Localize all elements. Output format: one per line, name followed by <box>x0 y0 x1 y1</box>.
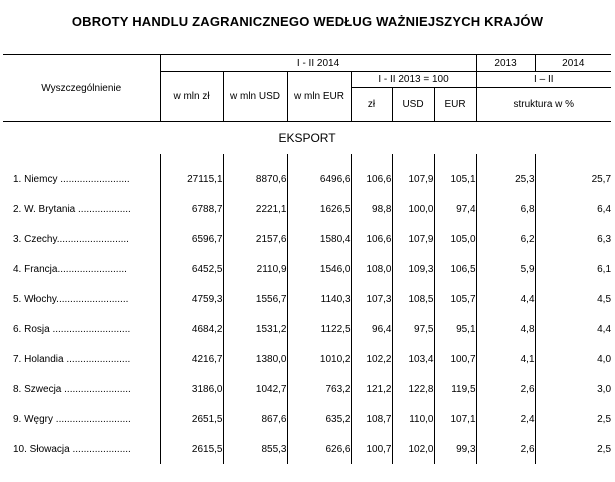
country-name: 9. Węgry ........................... <box>3 404 160 434</box>
cell-idx-pln: 108,7 <box>351 404 392 434</box>
cell-idx-pln: 108,0 <box>351 254 392 284</box>
cell-idx-usd: 109,3 <box>392 254 434 284</box>
cell-s2014: 25,7 <box>591 173 612 185</box>
country-name: 4. Francja......................... <box>3 254 160 284</box>
cell-s2013: 4,4 <box>476 284 535 314</box>
cell-idx-eur: 99,3 <box>434 434 476 464</box>
cell-eur: 1626,5 <box>287 194 351 224</box>
header-col-idx-usd: USD <box>392 88 434 122</box>
cell-pln: 6788,7 <box>160 194 223 224</box>
cell-idx-usd: 107,9 <box>392 164 434 194</box>
cell-idx-eur: 105,7 <box>434 284 476 314</box>
table-row <box>3 344 611 374</box>
cell-idx-usd: 122,8 <box>392 374 434 404</box>
cell-s2013: 6,2 <box>476 224 535 254</box>
cell-idx-eur: 100,7 <box>434 344 476 374</box>
cell-eur: 6496,6 <box>287 164 351 194</box>
cell-s2013: 5,9 <box>476 254 535 284</box>
country-name: 10. Słowacja ..................... <box>3 434 160 464</box>
table-body <box>3 164 611 464</box>
cell-idx-eur: 105,1 <box>434 164 476 194</box>
cell-usd: 8870,6 <box>223 164 287 194</box>
cell-idx-eur: 107,1 <box>434 404 476 434</box>
cell-eur: 1546,0 <box>287 254 351 284</box>
document-title: OBROTY HANDLU ZAGRANICZNEGO WEDŁUG WAŻNIEJSZYCH KRAJÓW <box>71 14 544 29</box>
country-name: 2. W. Brytania ................... <box>3 194 160 224</box>
cell-idx-pln: 96,4 <box>351 314 392 344</box>
cell-idx-usd: 97,5 <box>392 314 434 344</box>
country-name: 1. Niemcy ......................... <box>3 164 160 194</box>
cell-pln: 6452,5 <box>160 254 223 284</box>
cell-s2014: 6,3 <box>597 233 612 245</box>
country-name: 8. Szwecja ........................ <box>3 374 160 404</box>
header-col-eur: w mln EUR <box>287 72 351 122</box>
cell-idx-usd: 107,9 <box>392 224 434 254</box>
cell-idx-pln: 100,7 <box>351 434 392 464</box>
cell-eur: 1580,4 <box>287 224 351 254</box>
cell-idx-usd: 110,0 <box>392 404 434 434</box>
table-row <box>3 254 611 284</box>
section-title: EKSPORT <box>3 122 611 155</box>
cell-eur: 1122,5 <box>287 314 351 344</box>
cell-s2013: 2,4 <box>476 404 535 434</box>
table-row <box>3 314 611 344</box>
cell-idx-eur: 119,5 <box>434 374 476 404</box>
country-name: 5. Włochy.......................... <box>3 284 160 314</box>
cell-idx-usd: 103,4 <box>392 344 434 374</box>
cell-eur: 1140,3 <box>287 284 351 314</box>
cell-s2014: 6,1 <box>597 263 612 275</box>
cell-idx-pln: 98,8 <box>351 194 392 224</box>
cell-usd: 1042,7 <box>223 374 287 404</box>
cell-pln: 2615,5 <box>160 434 223 464</box>
cell-s2014: 2,5 <box>597 443 612 455</box>
cell-s2014: 3,0 <box>597 383 612 395</box>
table-row <box>3 434 611 464</box>
country-name: 7. Holandia ....................... <box>3 344 160 374</box>
cell-eur: 1010,2 <box>287 344 351 374</box>
header-col-pln: w mln zł <box>160 72 223 122</box>
table-row <box>3 224 611 254</box>
cell-s2013: 4,1 <box>476 344 535 374</box>
header-period: I - II 2014 <box>160 55 476 72</box>
cell-usd: 2110,9 <box>223 254 287 284</box>
table-row <box>3 194 611 224</box>
table-row <box>3 284 611 314</box>
cell-pln: 4684,2 <box>160 314 223 344</box>
cell-s2014: 4,0 <box>597 353 612 365</box>
header-year-2013: 2013 <box>476 55 535 72</box>
cell-s2014: 6,4 <box>597 203 612 215</box>
cell-idx-pln: 121,2 <box>351 374 392 404</box>
cell-s2014: 4,4 <box>597 323 612 335</box>
cell-usd: 855,3 <box>223 434 287 464</box>
header-year-2014: 2014 <box>535 55 611 72</box>
header-col-idx-eur: EUR <box>434 88 476 122</box>
cell-idx-eur: 106,5 <box>434 254 476 284</box>
cell-s2013: 6,8 <box>476 194 535 224</box>
cell-idx-pln: 106,6 <box>351 164 392 194</box>
cell-usd: 1380,0 <box>223 344 287 374</box>
cell-pln: 2651,5 <box>160 404 223 434</box>
cell-idx-usd: 100,0 <box>392 194 434 224</box>
cell-idx-eur: 95,1 <box>434 314 476 344</box>
cell-s2013: 25,3 <box>476 164 535 194</box>
cell-pln: 6596,7 <box>160 224 223 254</box>
table-row <box>3 374 611 404</box>
cell-idx-usd: 108,5 <box>392 284 434 314</box>
header-index-label: I - II 2013 = 100 <box>351 72 476 88</box>
cell-idx-pln: 102,2 <box>351 344 392 374</box>
cell-pln: 27115,1 <box>160 164 223 194</box>
table-row <box>3 164 611 194</box>
cell-usd: 867,6 <box>223 404 287 434</box>
cell-pln: 4759,3 <box>160 284 223 314</box>
cell-usd: 2157,6 <box>223 224 287 254</box>
cell-usd: 2221,1 <box>223 194 287 224</box>
cell-s2014: 4,5 <box>597 293 612 305</box>
cell-pln: 3186,0 <box>160 374 223 404</box>
cell-idx-eur: 97,4 <box>434 194 476 224</box>
country-name: 3. Czechy.......................... <box>3 224 160 254</box>
header-col-structure: struktura w % <box>476 88 611 122</box>
cell-s2013: 2,6 <box>476 374 535 404</box>
country-name: 6. Rosja ............................ <box>3 314 160 344</box>
cell-idx-eur: 105,0 <box>434 224 476 254</box>
cell-eur: 626,6 <box>287 434 351 464</box>
cell-usd: 1531,2 <box>223 314 287 344</box>
table-row <box>3 404 611 434</box>
header-col-idx-pln: zł <box>351 88 392 122</box>
header-structure-period: I – II <box>476 72 611 88</box>
cell-idx-pln: 106,6 <box>351 224 392 254</box>
header-label: Wyszczególnienie <box>3 55 160 122</box>
cell-eur: 635,2 <box>287 404 351 434</box>
cell-usd: 1556,7 <box>223 284 287 314</box>
cell-idx-pln: 107,3 <box>351 284 392 314</box>
cell-eur: 763,2 <box>287 374 351 404</box>
cell-s2014: 2,5 <box>597 413 612 425</box>
trade-table <box>3 54 611 464</box>
header-col-usd: w mln USD <box>223 72 287 122</box>
cell-s2013: 2,6 <box>476 434 535 464</box>
cell-idx-usd: 102,0 <box>392 434 434 464</box>
cell-s2013: 4,8 <box>476 314 535 344</box>
cell-pln: 4216,7 <box>160 344 223 374</box>
